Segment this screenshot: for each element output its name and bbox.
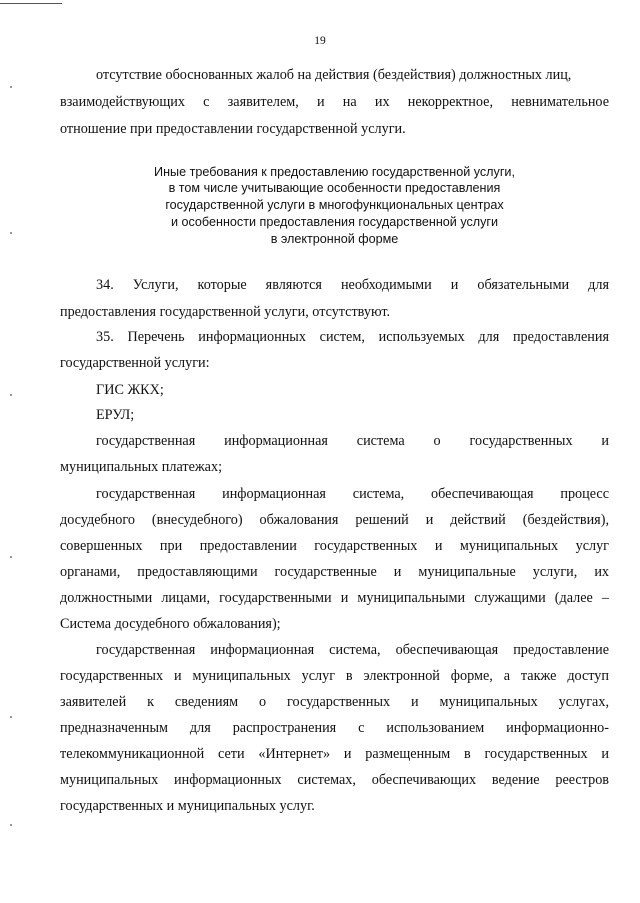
scan-mark [10, 86, 12, 88]
section-heading-line-3: государственной услуги в многофункциональных центрах [165, 198, 504, 212]
appeal-system-line-6: Система досудебного обжалования); [60, 616, 281, 632]
scan-mark [10, 716, 12, 718]
section-heading-line-2: в том числе учитывающие особенности предоставления [168, 181, 501, 195]
section-heading-line-5: в электронной форме [270, 232, 399, 246]
scan-mark [10, 394, 12, 396]
intro-line-1: отсутствие обоснованных жалоб на действия (бездействия) должностных лиц, [96, 67, 572, 83]
portal-system-line-2: государственных и муниципальных услуг в электронной форме, а также доступ [60, 668, 609, 684]
list-item-erul: ЕРУЛ; [96, 407, 135, 423]
appeal-system-line-5: должностными лицами, государственными и муниципальными служащими (далее – [60, 590, 609, 606]
scan-mark [10, 232, 12, 234]
appeal-system-line-4: органами, предоставляющими государственные и муниципальные услуги, их [60, 564, 609, 580]
scan-mark [10, 824, 12, 826]
section-heading-line-4: и особенности предоставления государственной услуги [170, 215, 499, 229]
appeal-system-line-3: совершенных при предоставлении государственных и муниципальных услуг [60, 538, 609, 554]
list-item-gis-zhkh: ГИС ЖКХ; [96, 382, 164, 398]
intro-line-3: отношение при предоставлении государственной услуги. [60, 121, 406, 137]
page-number: 19 [314, 35, 326, 47]
portal-system-line-6: муниципальных информационных системах, обеспечивающих ведение реестров [60, 772, 609, 788]
item-34-line-2: предоставления государственной услуги, отсутствуют. [60, 304, 391, 320]
gis-payments-line-1: государственная информационная система о государственных и [96, 433, 609, 449]
portal-system-line-5: телекоммуникационной сети «Интернет» и размещенным в государственных и [60, 746, 609, 762]
item-35-line-2: государственной услуги: [60, 355, 210, 371]
scan-mark [10, 556, 12, 558]
portal-system-line-3: заявителей к сведениям о государственных и муниципальных услугах, [60, 694, 609, 710]
top-rule [0, 3, 62, 4]
portal-system-line-1: государственная информационная система, обеспечивающая предоставление [96, 642, 609, 658]
appeal-system-line-2: досудебного (внесудебного) обжалования решений и действий (бездействия), [60, 512, 609, 528]
item-34-line-1: 34. Услуги, которые являются необходимыми и обязательными для [96, 277, 609, 293]
portal-system-line-4: предназначенным для распространения с использованием информационно- [60, 720, 609, 736]
item-35-line-1: 35. Перечень информационных систем, используемых для предоставления [96, 329, 609, 345]
portal-system-line-7: государственных и муниципальных услуг. [60, 798, 315, 814]
section-heading-line-1: Иные требования к предоставлению государственной услуги, [154, 165, 515, 179]
appeal-system-line-1: государственная информационная система, обеспечивающая процесс [96, 486, 609, 502]
intro-line-2: взаимодействующих с заявителем, и на их некорректное, невнимательное [60, 94, 609, 110]
gis-payments-line-2: муниципальных платежах; [60, 459, 223, 475]
